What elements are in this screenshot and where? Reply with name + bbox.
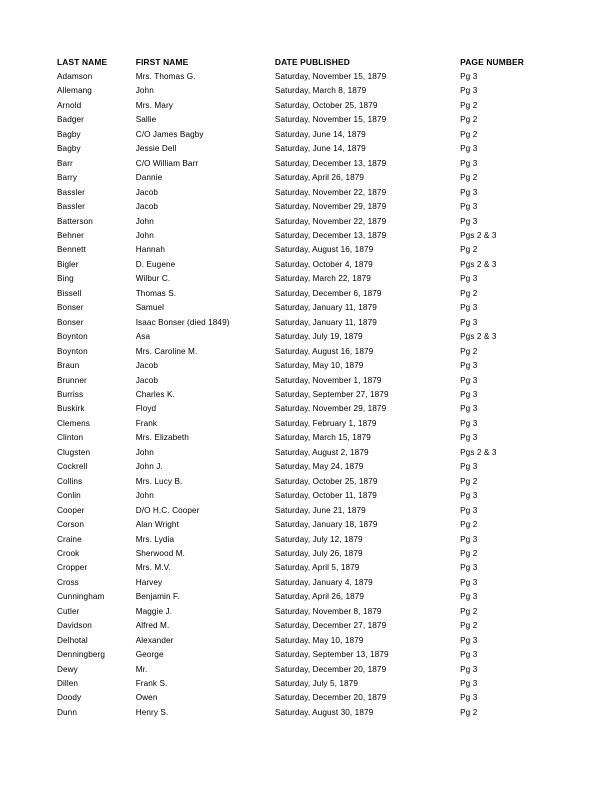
cell-date-published: Saturday, October 11, 1879 (274, 491, 377, 501)
cell-page-number: Pg 2 (460, 129, 478, 139)
table-body (57, 70, 557, 720)
cell-first-name: Hannah (135, 245, 165, 255)
table-row (57, 316, 557, 330)
cell-first-name: Asa (135, 332, 151, 342)
cell-date-published: Saturday, January 4, 1879 (274, 577, 373, 587)
table-row (57, 84, 557, 98)
cell-first-name: Mrs. Elizabeth (135, 433, 189, 443)
cell-page-number: Pg 3 (460, 375, 478, 385)
cell-page-number: Pg 3 (460, 389, 478, 399)
cell-page-number: Pg 3 (460, 274, 478, 284)
table-row (57, 431, 557, 445)
cell-last-name: Denningberg (57, 650, 105, 660)
table-row (57, 142, 557, 156)
cell-first-name: John (135, 447, 154, 457)
cell-last-name: Burriss (57, 389, 84, 399)
cell-date-published: Saturday, July 5, 1879 (274, 679, 358, 689)
cell-date-published: Saturday, July 19, 1879 (274, 332, 363, 342)
cell-last-name: Behner (57, 230, 85, 240)
cell-first-name: Frank (135, 418, 158, 428)
cell-first-name: Mrs. Thomas G. (135, 72, 196, 81)
cell-page-number: Pg 3 (460, 693, 478, 703)
cell-last-name: Dillen (57, 679, 79, 689)
table-row (57, 229, 557, 243)
cell-last-name: Bigler (57, 259, 79, 269)
cell-date-published: Saturday, May 10, 1879 (274, 635, 364, 645)
table-row (57, 243, 557, 257)
table-row (57, 547, 557, 561)
cell-date-published: Saturday, July 12, 1879 (274, 534, 363, 544)
cell-last-name: Badger (57, 115, 85, 125)
cell-last-name: Buskirk (57, 404, 85, 414)
cell-last-name: Bonser (57, 303, 84, 313)
cell-page-number: Pg 3 (460, 635, 478, 645)
cell-last-name: Dunn (57, 707, 77, 717)
cell-date-published: Saturday, October 4, 1879 (274, 259, 373, 269)
table-row (57, 374, 557, 388)
cell-date-published: Saturday, March 8, 1879 (274, 86, 367, 96)
cell-date-published: Saturday, November 29, 1879 (274, 202, 387, 212)
table-row (57, 475, 557, 489)
table-row (57, 272, 557, 286)
cell-first-name: John (135, 216, 154, 226)
cell-first-name: Maggie J. (135, 606, 173, 616)
cell-last-name: Bissell (57, 288, 82, 298)
cell-last-name: Brunner (57, 375, 87, 385)
cell-page-number: Pg 3 (460, 86, 478, 96)
cell-first-name: Mrs. Mary (135, 100, 173, 110)
cell-page-number: Pg 3 (460, 361, 478, 371)
cell-first-name: Dannie (135, 173, 163, 183)
cell-page-number: Pg 3 (460, 505, 478, 515)
cell-first-name: Charles K. (135, 389, 175, 399)
cell-first-name: Alan Wright (135, 520, 179, 530)
cell-last-name: Boynton (57, 346, 88, 356)
column-header-date-published: DATE PUBLISHED (274, 57, 350, 67)
cell-date-published: Saturday, November 1, 1879 (274, 375, 382, 385)
table-row (57, 561, 557, 575)
cell-first-name: George (135, 650, 164, 660)
cell-first-name: Jacob (135, 187, 159, 197)
cell-page-number: Pgs 2 & 3 (460, 259, 497, 269)
table-row (57, 634, 557, 648)
cell-first-name: Isaac Bonser (died 1849) (135, 317, 230, 327)
cell-date-published: Saturday, November 8, 1879 (274, 606, 382, 616)
table-row (57, 128, 557, 142)
cell-last-name: Conlin (57, 491, 81, 501)
cell-date-published: Saturday, September 13, 1879 (274, 650, 389, 660)
cell-first-name: John J. (135, 462, 163, 472)
cell-page-number: Pgs 2 & 3 (460, 332, 497, 342)
cell-last-name: Cockrell (57, 462, 88, 472)
cell-date-published: Saturday, December 13, 1879 (274, 230, 387, 240)
obituary-index-table (57, 55, 557, 720)
cell-last-name: Adamson (57, 72, 93, 81)
cell-last-name: Crook (57, 548, 80, 558)
cell-first-name: Benjamin F. (135, 592, 180, 602)
cell-page-number: Pg 2 (460, 346, 478, 356)
cell-page-number: Pgs 2 & 3 (460, 447, 497, 457)
table-row (57, 706, 557, 720)
cell-page-number: Pg 3 (460, 462, 478, 472)
table-row (57, 99, 557, 113)
cell-date-published: Saturday, June 14, 1879 (274, 129, 366, 139)
table-row (57, 388, 557, 402)
table-header (57, 55, 557, 70)
table-row (57, 576, 557, 590)
cell-page-number: Pg 2 (460, 520, 478, 530)
column-header-page-number: PAGE NUMBER (460, 57, 524, 67)
table-row (57, 287, 557, 301)
cell-date-published: Saturday, January 11, 1879 (274, 317, 377, 327)
table-row (57, 533, 557, 547)
table-row (57, 446, 557, 460)
cell-page-number: Pgs 2 & 3 (460, 230, 497, 240)
cell-last-name: Allemang (57, 86, 92, 96)
table-row (57, 504, 557, 518)
cell-date-published: Saturday, August 16, 1879 (274, 245, 374, 255)
cell-date-published: Saturday, August 2, 1879 (274, 447, 369, 457)
cell-page-number: Pg 2 (460, 606, 478, 616)
table-row (57, 417, 557, 431)
cell-first-name: Frank S. (135, 679, 168, 689)
table-row (57, 518, 557, 532)
cell-page-number: Pg 3 (460, 592, 478, 602)
cell-last-name: Cropper (57, 563, 88, 573)
table-row (57, 619, 557, 633)
cell-page-number: Pg 3 (460, 577, 478, 587)
cell-last-name: Clugsten (57, 447, 91, 457)
cell-date-published: Saturday, June 21, 1879 (274, 505, 366, 515)
cell-date-published: Saturday, May 24, 1879 (274, 462, 364, 472)
cell-last-name: Bassler (57, 202, 86, 212)
cell-date-published: Saturday, December 20, 1879 (274, 693, 387, 703)
cell-first-name: D/O H.C. Cooper (135, 505, 200, 515)
cell-date-published: Saturday, April 26, 1879 (274, 592, 365, 602)
cell-first-name: Mrs. M.V. (135, 563, 171, 573)
cell-last-name: Cunningham (57, 592, 105, 602)
table-row (57, 70, 557, 84)
cell-first-name: John (135, 491, 154, 501)
cell-page-number: Pg 2 (460, 115, 478, 125)
cell-last-name: Barry (57, 173, 78, 183)
cell-page-number: Pg 2 (460, 476, 478, 486)
cell-page-number: Pg 3 (460, 187, 478, 197)
cell-date-published: Saturday, December 6, 1879 (274, 288, 382, 298)
cell-last-name: Braun (57, 361, 80, 371)
cell-last-name: Corson (57, 520, 84, 530)
cell-date-published: Saturday, December 20, 1879 (274, 664, 387, 674)
cell-first-name: Mrs. Lydia (135, 534, 175, 544)
cell-first-name: Jacob (135, 375, 159, 385)
cell-date-published: Saturday, March 22, 1879 (274, 274, 371, 284)
cell-page-number: Pg 3 (460, 317, 478, 327)
cell-page-number: Pg 3 (460, 303, 478, 313)
cell-page-number: Pg 2 (460, 173, 478, 183)
cell-first-name: Thomas S. (135, 288, 177, 298)
cell-page-number: Pg 3 (460, 563, 478, 573)
cell-date-published: Saturday, November 29, 1879 (274, 404, 387, 414)
cell-last-name: Batterson (57, 216, 93, 226)
table-row (57, 258, 557, 272)
cell-date-published: Saturday, August 30, 1879 (274, 707, 374, 717)
cell-last-name: Dewy (57, 664, 78, 674)
cell-date-published: Saturday, October 25, 1879 (274, 476, 378, 486)
cell-last-name: Arnold (57, 100, 82, 110)
cell-date-published: Saturday, March 15, 1879 (274, 433, 371, 443)
cell-page-number: Pg 2 (460, 245, 478, 255)
cell-first-name: John (135, 230, 154, 240)
cell-date-published: Saturday, December 27, 1879 (274, 621, 387, 631)
cell-last-name: Cross (57, 577, 79, 587)
cell-page-number: Pg 3 (460, 216, 478, 226)
cell-date-published: Saturday, July 26, 1879 (274, 548, 363, 558)
cell-first-name: D. Eugene (135, 259, 176, 269)
cell-last-name: Doody (57, 693, 82, 703)
cell-page-number: Pg 3 (460, 418, 478, 428)
cell-first-name: Mrs. Lucy B. (135, 476, 183, 486)
table-row (57, 648, 557, 662)
cell-date-published: Saturday, April 26, 1879 (274, 173, 365, 183)
cell-page-number: Pg 3 (460, 144, 478, 154)
cell-last-name: Bonser (57, 317, 84, 327)
cell-first-name: Harvey (135, 577, 163, 587)
cell-page-number: Pg 3 (460, 404, 478, 414)
cell-last-name: Bagby (57, 129, 81, 139)
cell-date-published: Saturday, June 14, 1879 (274, 144, 366, 154)
column-header-last-name: LAST NAME (57, 57, 108, 67)
cell-last-name: Bagby (57, 144, 81, 154)
cell-date-published: Saturday, April 5, 1879 (274, 563, 360, 573)
cell-last-name: Davidson (57, 621, 92, 631)
table-row (57, 460, 557, 474)
cell-first-name: Sallie (135, 115, 157, 125)
cell-last-name: Clinton (57, 433, 84, 443)
table-row (57, 301, 557, 315)
table-row (57, 330, 557, 344)
cell-first-name: C/O William Barr (135, 158, 199, 168)
table-row (57, 200, 557, 214)
table-header-row (57, 55, 557, 70)
cell-page-number: Pg 3 (460, 433, 478, 443)
cell-first-name: Alfred M. (135, 621, 170, 631)
cell-last-name: Cooper (57, 505, 85, 515)
cell-first-name: Jacob (135, 361, 159, 371)
table-row (57, 605, 557, 619)
table-row (57, 113, 557, 127)
table-row (57, 345, 557, 359)
cell-last-name: Bassler (57, 187, 86, 197)
cell-first-name: Mrs. Caroline M. (135, 346, 198, 356)
cell-first-name: Alexander (135, 635, 174, 645)
cell-date-published: Saturday, May 10, 1879 (274, 361, 364, 371)
cell-last-name: Clemens (57, 418, 91, 428)
cell-first-name: Floyd (135, 404, 157, 414)
cell-date-published: Saturday, November 15, 1879 (274, 115, 387, 125)
table-row (57, 489, 557, 503)
cell-last-name: Bennett (57, 245, 86, 255)
cell-page-number: Pg 2 (460, 548, 478, 558)
cell-last-name: Bing (57, 274, 74, 284)
cell-page-number: Pg 2 (460, 621, 478, 631)
cell-first-name: Henry S. (135, 707, 169, 717)
cell-last-name: Delhotal (57, 635, 88, 645)
cell-first-name: Sherwood M. (135, 548, 186, 558)
cell-first-name: Wilbur C. (135, 274, 171, 284)
cell-date-published: Saturday, August 16, 1879 (274, 346, 374, 356)
table-row (57, 215, 557, 229)
table-row (57, 691, 557, 705)
cell-date-published: Saturday, September 27, 1879 (274, 389, 389, 399)
cell-page-number: Pg 3 (460, 664, 478, 674)
table-row (57, 590, 557, 604)
cell-last-name: Collins (57, 476, 83, 486)
cell-page-number: Pg 3 (460, 158, 478, 168)
cell-page-number: Pg 3 (460, 679, 478, 689)
column-header-first-name: FIRST NAME (135, 57, 189, 67)
cell-page-number: Pg 2 (460, 288, 478, 298)
cell-date-published: Saturday, February 1, 1879 (274, 418, 377, 428)
cell-first-name: C/O James Bagby (135, 129, 204, 139)
cell-page-number: Pg 3 (460, 534, 478, 544)
cell-date-published: Saturday, December 13, 1879 (274, 158, 387, 168)
table-row (57, 663, 557, 677)
table-row (57, 359, 557, 373)
cell-date-published: Saturday, November 22, 1879 (274, 187, 387, 197)
cell-date-published: Saturday, November 15, 1879 (274, 72, 387, 81)
cell-page-number: Pg 2 (460, 707, 478, 717)
cell-page-number: Pg 3 (460, 202, 478, 212)
cell-first-name: Mr. (135, 664, 148, 674)
cell-first-name: Samuel (135, 303, 165, 313)
cell-first-name: Jacob (135, 202, 159, 212)
cell-page-number: Pg 3 (460, 491, 478, 501)
table-row (57, 677, 557, 691)
cell-page-number: Pg 3 (460, 650, 478, 660)
table-row (57, 186, 557, 200)
cell-last-name: Barr (57, 158, 73, 168)
cell-first-name: Jessie Dell (135, 144, 177, 154)
cell-date-published: Saturday, November 22, 1879 (274, 216, 387, 226)
cell-date-published: Saturday, October 25, 1879 (274, 100, 378, 110)
cell-page-number: Pg 2 (460, 100, 478, 110)
cell-page-number: Pg 3 (460, 72, 478, 81)
cell-date-published: Saturday, January 18, 1879 (274, 520, 378, 530)
cell-date-published: Saturday, January 11, 1879 (274, 303, 377, 313)
cell-last-name: Boynton (57, 332, 88, 342)
cell-last-name: Cutler (57, 606, 80, 616)
table-row (57, 402, 557, 416)
cell-first-name: Owen (135, 693, 158, 703)
table-row (57, 171, 557, 185)
cell-first-name: John (135, 86, 154, 96)
cell-last-name: Craine (57, 534, 82, 544)
table-row (57, 157, 557, 171)
